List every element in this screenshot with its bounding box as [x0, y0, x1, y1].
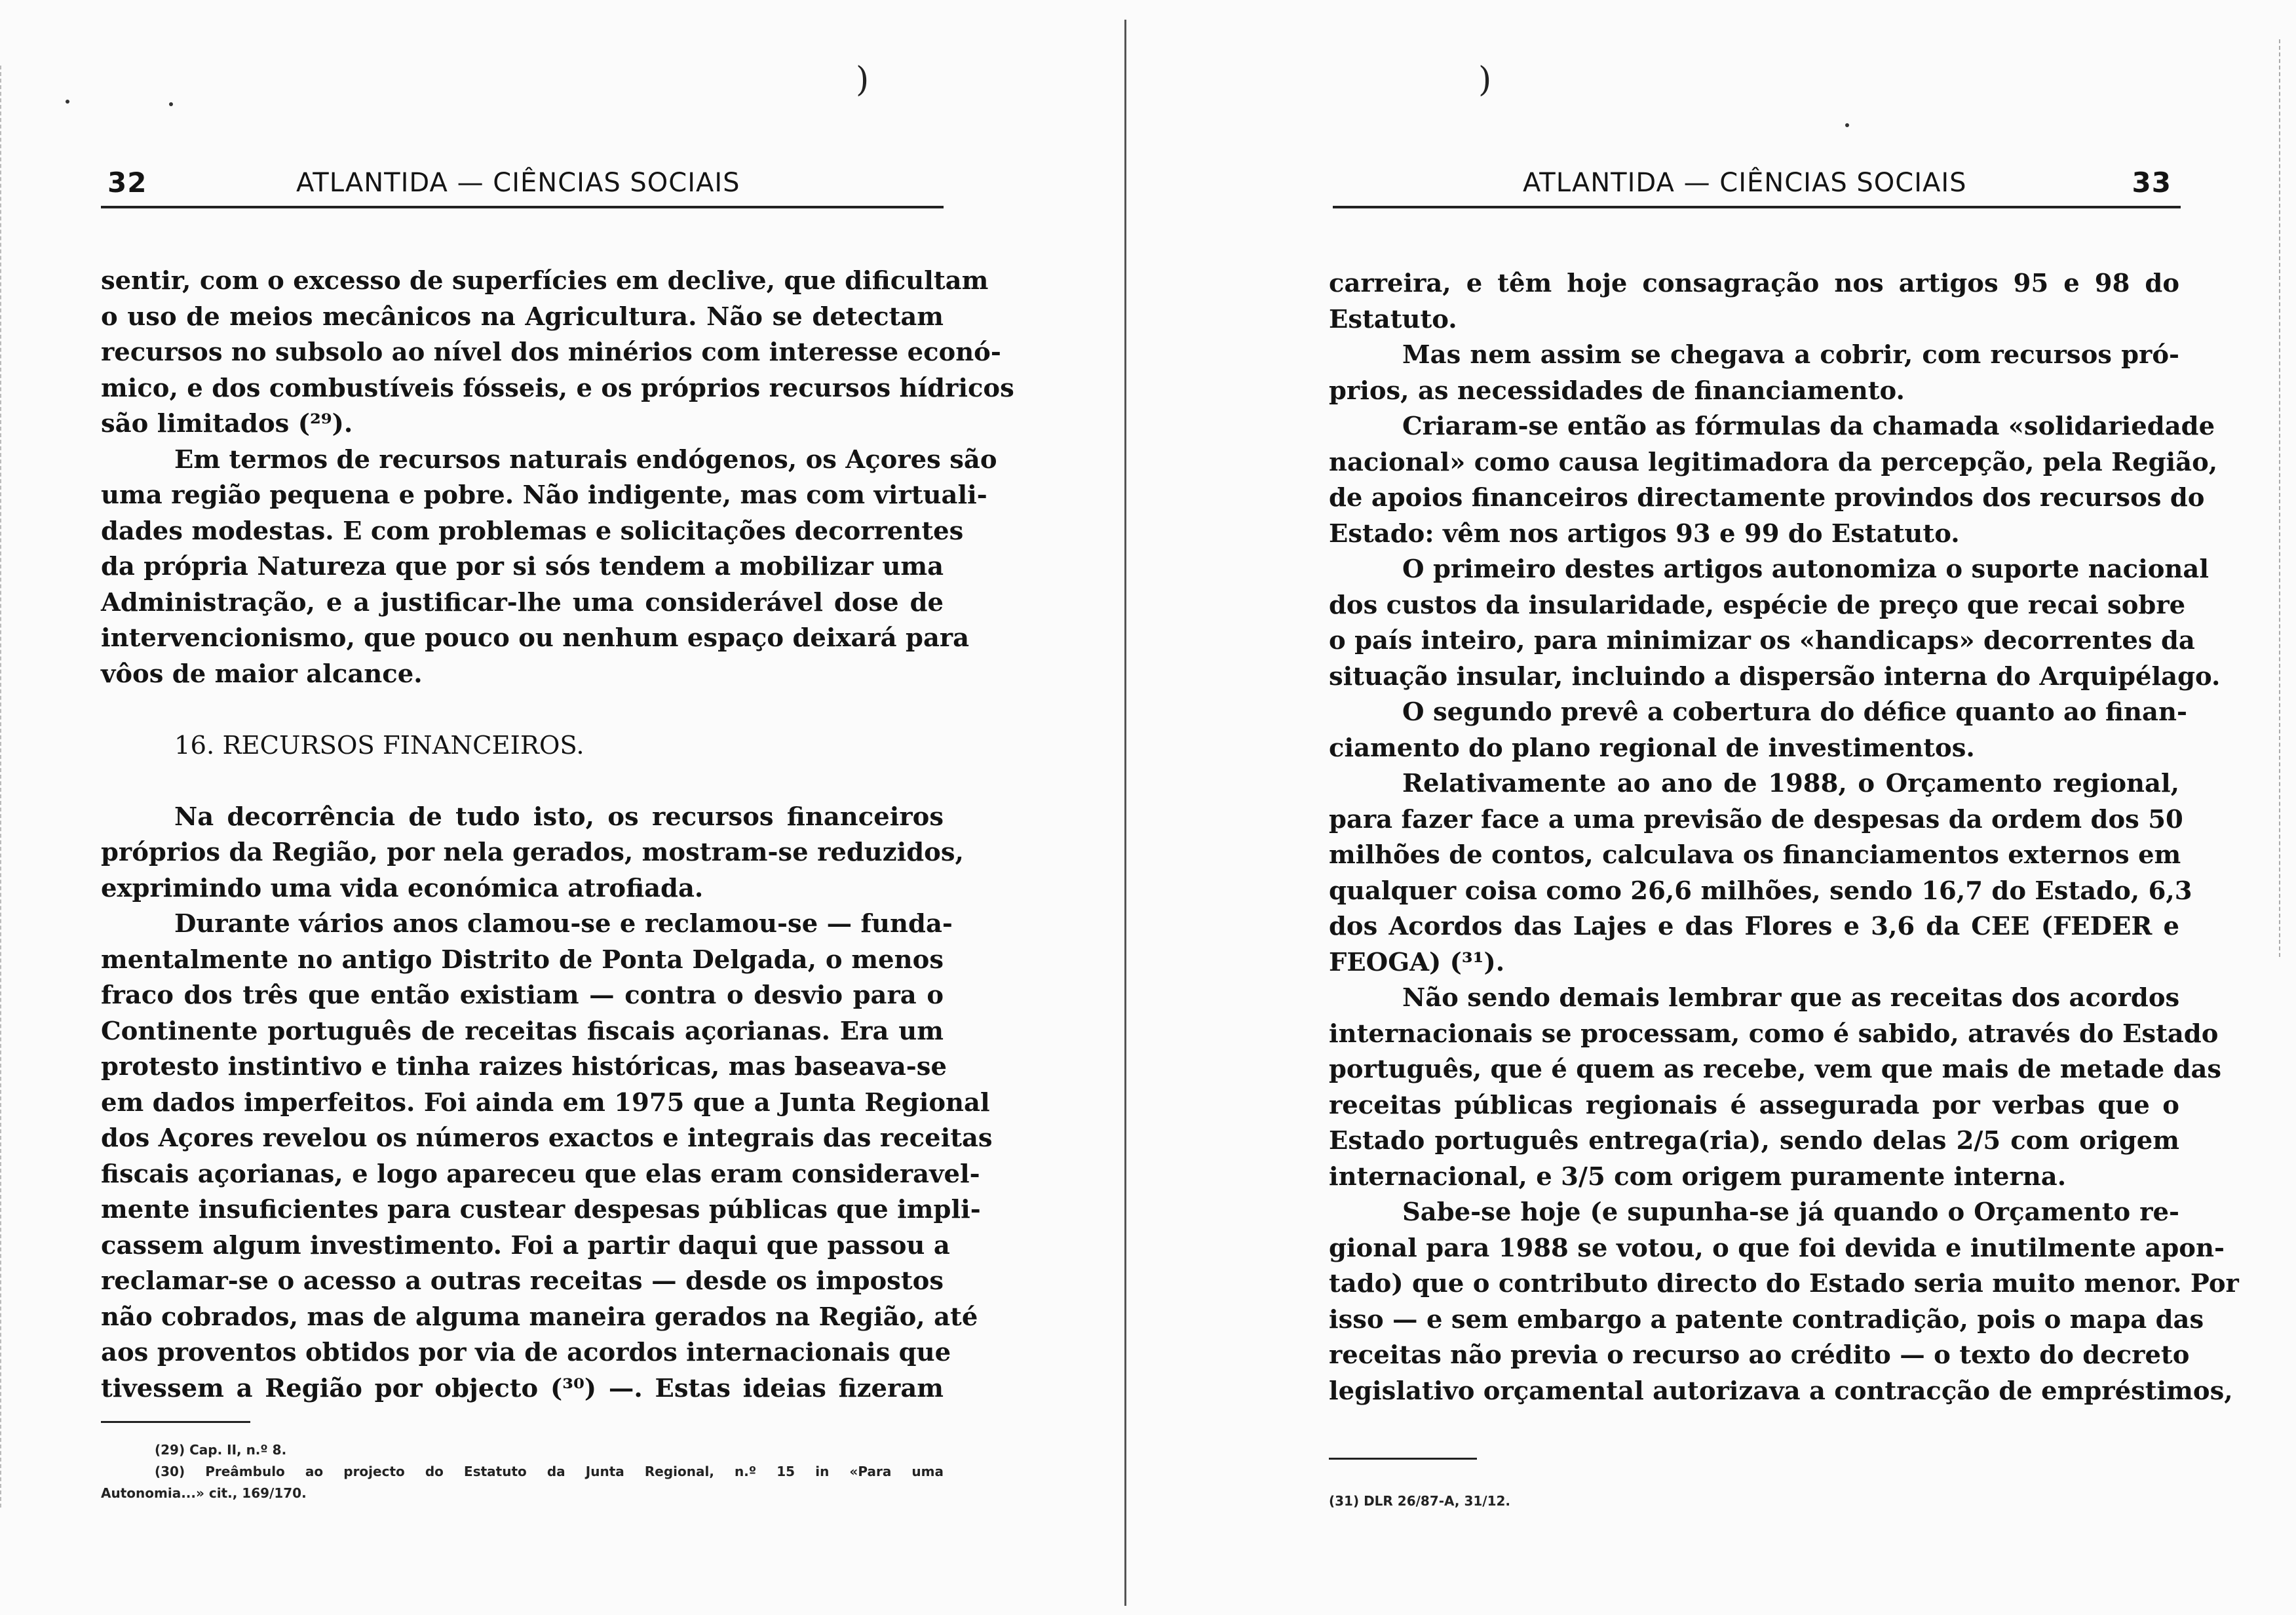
footnote: (30) Preâmbulo ao projecto do Estatuto da Junta Regional, n.º 15 in «Para uma	[155, 1464, 944, 1479]
text-line: receitas não previa o recurso ao crédito — o texto do decreto	[1329, 1340, 2190, 1370]
right-page	[1120, 0, 2296, 1615]
text-line: em dados imperfeitos. Foi ainda em 1975 que a Junta Regional	[101, 1087, 990, 1118]
running-head: ATLANTIDA — CIÊNCIAS SOCIAIS	[296, 168, 740, 198]
text-line: português, que é quem as recebe, vem que mais de metade das	[1329, 1055, 2222, 1084]
left-page	[0, 0, 1114, 1615]
text-line: não cobrados, mas de alguma maneira gerados na Região, até	[101, 1302, 978, 1332]
text-line: O segundo prevê a cobertura do défice quanto ao finan-	[1402, 697, 2187, 727]
text-line: Administração, e a justificar-lhe uma considerável dose de	[101, 587, 944, 617]
footnote-rule	[101, 1421, 250, 1423]
text-line: Criaram-se então as fórmulas da chamada «solidariedade	[1402, 412, 2215, 441]
footnote: (29) Cap. II, n.º 8.	[155, 1442, 287, 1458]
text-line: Relativamente ao ano de 1988, o Orçamento regional,	[1402, 769, 2179, 798]
left-body	[101, 263, 1014, 1407]
text-line: Sabe-se hoje (e supunha-se já quando o Orçamento re-	[1402, 1197, 2179, 1227]
text-line: protesto instintivo e tinha raizes históricas, mas baseava-se	[101, 1052, 947, 1081]
text-line: Estatuto.	[1329, 304, 1457, 334]
left-footnotes	[101, 1439, 944, 1504]
text-line: ciamento do plano regional de investimentos.	[1329, 733, 1975, 763]
page-number: 33	[2132, 166, 2172, 199]
top-mark: )	[856, 60, 870, 100]
top-mark: )	[1478, 60, 1492, 100]
text-line: Mas nem assim se chegava a cobrir, com recursos pró-	[1402, 340, 2179, 370]
right-body	[1329, 266, 2239, 1409]
text-line: da própria Natureza que por si sós tendem a mobilizar uma	[101, 552, 944, 581]
section-heading: 16. RECURSOS FINANCEIROS.	[174, 730, 584, 760]
text-line: são limitados (²⁹).	[101, 409, 353, 438]
running-head: ATLANTIDA — CIÊNCIAS SOCIAIS	[1523, 168, 1967, 198]
footnote-rule	[1329, 1458, 1477, 1460]
text-line: aos proventos obtidos por via de acordos internacionais que	[101, 1338, 951, 1367]
right-footnotes	[1329, 1490, 2179, 1512]
page-number: 32	[107, 166, 147, 199]
text-line: Durante vários anos clamou-se e reclamou-se — funda-	[174, 909, 953, 939]
speck	[169, 102, 173, 106]
text-line: recursos no subsolo ao nível dos minérios com interesse econó-	[101, 338, 1001, 367]
text-line: Não sendo demais lembrar que as receitas dos acordos	[1402, 983, 2180, 1013]
text-line: prios, as necessidades de financiamento.	[1329, 376, 1905, 406]
text-line: qualquer coisa como 26,6 milhões, sendo 16,7 do Estado, 6,3	[1329, 876, 2192, 906]
text-line: dos Acordos das Lajes e das Flores e 3,6 da CEE (FEDER e	[1329, 912, 2179, 941]
text-line: nacional» como causa legitimadora da percepção, pela Região,	[1329, 447, 2218, 477]
text-line: vôos de maior alcance.	[101, 659, 423, 689]
text-line: legislativo orçamental autorizava a contracção de empréstimos,	[1329, 1376, 2233, 1406]
text-line: para fazer face a uma previsão de despesas da ordem dos 50	[1329, 804, 2183, 834]
text-line: o país inteiro, para minimizar os «handicaps» decorrentes da	[1329, 626, 2195, 655]
text-line: Estado: vêm nos artigos 93 e 99 do Estatuto.	[1329, 518, 1960, 549]
text-line: Na decorrência de tudo isto, os recursos financeiros	[174, 802, 944, 832]
text-line: próprios da Região, por nela gerados, mostram-se reduzidos,	[101, 838, 964, 867]
text-line: gional para 1988 se votou, o que foi devida e inutilmente apon-	[1329, 1233, 2225, 1263]
text-line: sentir, com o excesso de superfícies em declive, que dificultam	[101, 266, 989, 296]
text-line: milhões de contos, calculava os financiamentos externos em	[1329, 840, 2181, 870]
text-line: intervencionismo, que pouco ou nenhum espaço deixará para	[101, 623, 970, 653]
text-line: uma região pequena e pobre. Não indigente, mas com virtuali-	[101, 480, 987, 510]
left-header	[101, 166, 944, 208]
text-line: exprimindo uma vida económica atrofiada.	[101, 873, 704, 903]
right-header	[1333, 166, 2181, 208]
text-line: Estado português entrega(ria), sendo delas 2/5 com origem	[1329, 1126, 2179, 1156]
text-line: o uso de meios mecânicos na Agricultura. Não se detectam	[101, 302, 944, 332]
text-line: fiscais açorianas, e logo apareceu que elas eram consideravel-	[101, 1159, 980, 1189]
footnote: Autonomia...» cit., 169/170.	[101, 1485, 307, 1501]
text-line: mente insuficientes para custear despesas públicas que impli-	[101, 1195, 981, 1224]
text-line: de apoios financeiros directamente provindos dos recursos do	[1329, 483, 2205, 513]
text-line: FEOGA) (³¹).	[1329, 947, 1505, 977]
text-line: dos custos da insularidade, espécie de preço que recai sobre	[1329, 590, 2186, 620]
text-line: Continente português de receitas fiscais açorianas. Era um	[101, 1016, 944, 1046]
text-line: receitas públicas regionais é assegurada por verbas que o	[1329, 1090, 2179, 1120]
text-line: tivessem a Região por objecto (³⁰) —. Estas ideias fizeram	[101, 1373, 944, 1403]
speck	[66, 100, 69, 104]
text-line: mentalmente no antigo Distrito de Ponta Delgada, o menos	[101, 944, 944, 975]
text-line: reclamar-se o acesso a outras receitas — desde os impostos	[101, 1266, 944, 1296]
text-line: internacional, e 3/5 com origem puramente interna.	[1329, 1161, 2067, 1192]
footnote: (31) DLR 26/87-A, 31/12.	[1329, 1493, 1511, 1509]
text-line: dades modestas. E com problemas e solicitações decorrentes	[101, 516, 964, 546]
text-line: cassem algum investimento. Foi a partir daqui que passou a	[101, 1230, 950, 1260]
text-line: mico, e dos combustíveis fósseis, e os próprios recursos hídricos	[101, 373, 1014, 403]
text-line: O primeiro destes artigos autonomiza o suporte nacional	[1402, 555, 2209, 584]
text-line: internacionais se processam, como é sabido, através do Estado	[1329, 1019, 2219, 1049]
text-line: dos Açores revelou os números exactos e integrais das receitas	[101, 1123, 993, 1153]
text-line: situação insular, incluindo a dispersão interna do Arquipélago.	[1329, 661, 2221, 691]
text-line: fraco dos três que então existiam — contra o desvio para o	[101, 981, 944, 1010]
text-line: carreira, e têm hoje consagração nos artigos 95 e 98 do	[1329, 269, 2179, 298]
text-line: Em termos de recursos naturais endógenos, os Açores são	[174, 444, 997, 475]
text-line: tado) que o contributo directo do Estado seria muito menor. Por	[1329, 1269, 2239, 1298]
text-line: isso — e sem embargo a patente contradição, pois o mapa das	[1329, 1304, 2204, 1334]
speck	[1845, 123, 1849, 127]
